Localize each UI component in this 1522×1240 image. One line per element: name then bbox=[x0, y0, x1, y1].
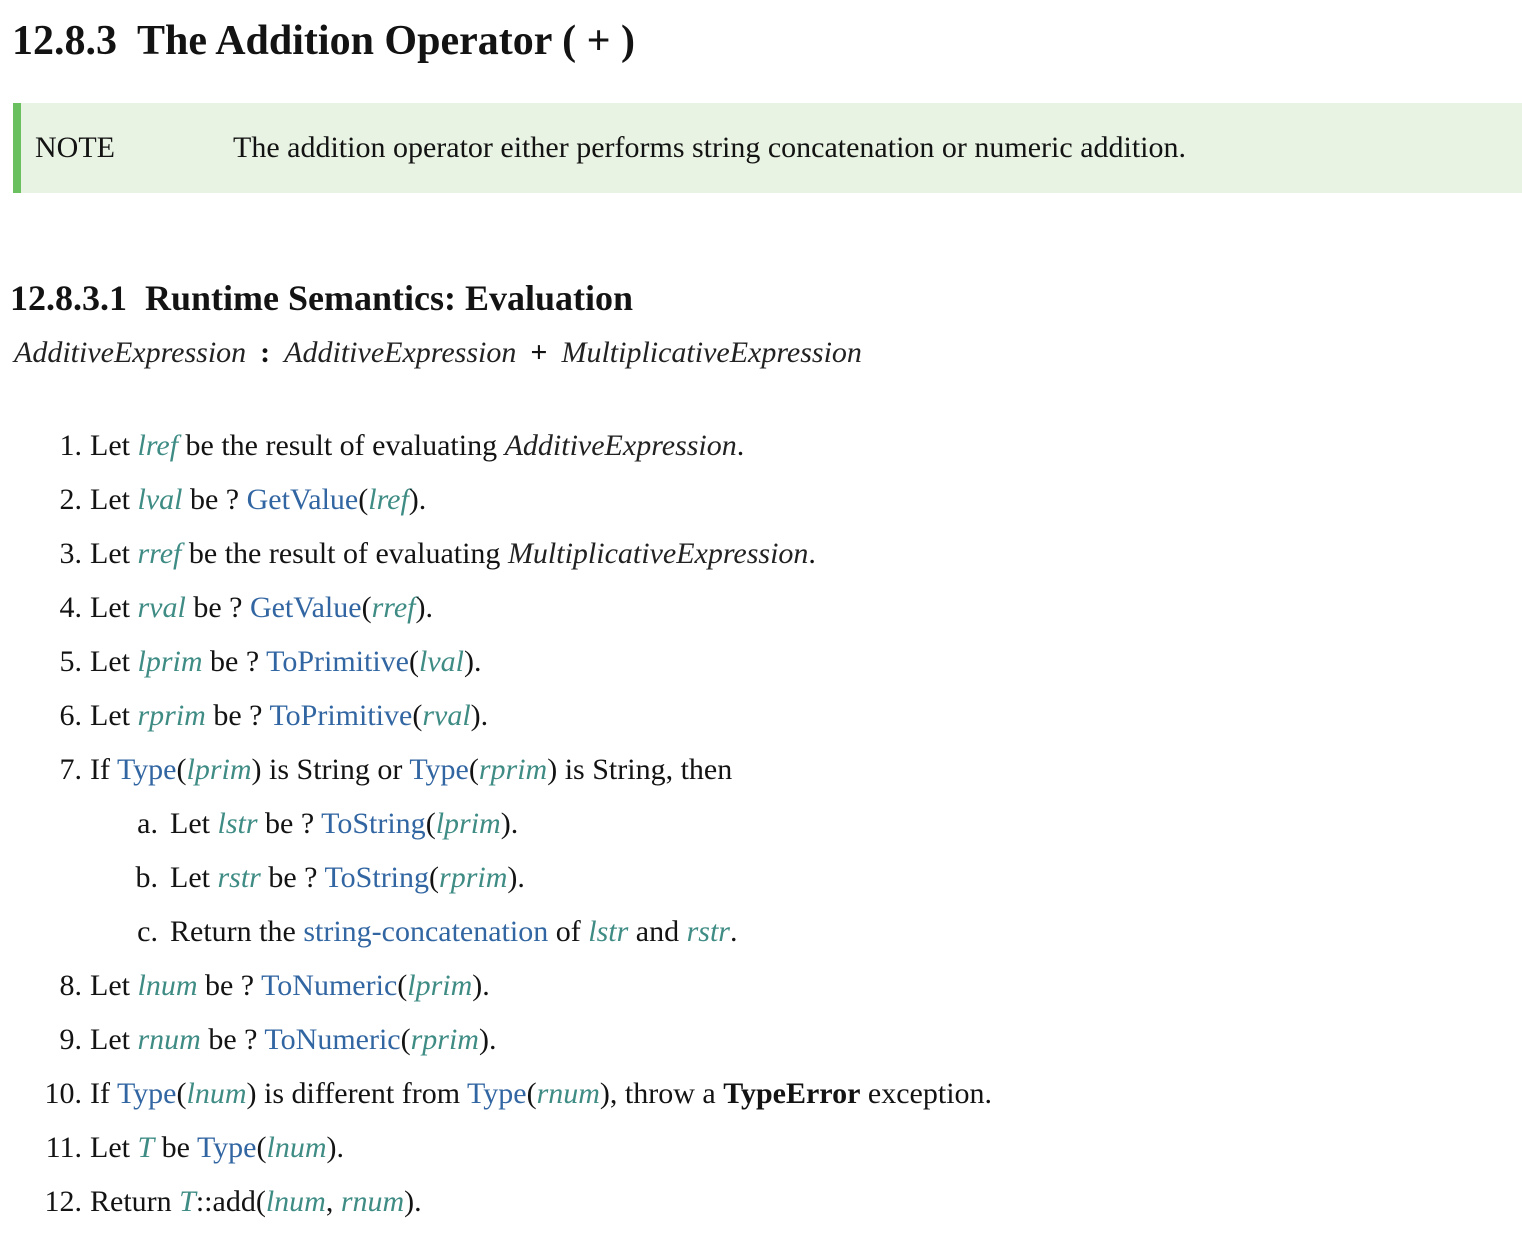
grammar-operator: + bbox=[530, 336, 548, 369]
algorithm-step bbox=[12, 473, 1522, 527]
variable-name: rprim bbox=[439, 861, 508, 894]
algorithm-substep bbox=[90, 797, 1522, 851]
spec-link[interactable]: ToPrimitive bbox=[266, 645, 409, 678]
subsection-title: Runtime Semantics: Evaluation bbox=[145, 278, 634, 318]
step-content bbox=[90, 527, 1522, 581]
algorithm-substeps bbox=[90, 797, 1522, 959]
variable-name: lval bbox=[419, 645, 464, 678]
algorithm-substep bbox=[90, 851, 1522, 905]
text-segment: ). bbox=[507, 861, 525, 894]
step-marker: 7. bbox=[59, 753, 82, 786]
spec-link[interactable]: Type bbox=[467, 1077, 527, 1110]
algorithm-step bbox=[12, 419, 1522, 473]
variable-name: rprim bbox=[137, 699, 206, 732]
text-segment: ( bbox=[397, 969, 408, 1002]
spec-link[interactable]: ToPrimitive bbox=[269, 699, 413, 732]
text-segment: ) is different from bbox=[246, 1077, 468, 1110]
text-segment: ( bbox=[526, 1077, 537, 1110]
text-segment: ( bbox=[409, 645, 419, 678]
variable-name: rval bbox=[137, 591, 186, 624]
algorithm-substep bbox=[90, 905, 1522, 959]
text-segment: ( bbox=[400, 1023, 411, 1056]
algorithm-step bbox=[12, 1013, 1522, 1067]
algorithm-step bbox=[12, 959, 1522, 1013]
step-content bbox=[90, 959, 1522, 1013]
text-segment: be ? bbox=[260, 861, 325, 894]
algorithm-step bbox=[12, 1121, 1522, 1175]
spec-link[interactable]: Type bbox=[196, 1131, 257, 1164]
algorithm-steps bbox=[12, 419, 1522, 1229]
subsection-heading bbox=[10, 275, 1522, 321]
text-segment: be ? bbox=[202, 645, 267, 678]
nonterminal-name: MultiplicativeExpression bbox=[507, 537, 809, 570]
variable-name: lprim bbox=[435, 807, 501, 840]
text-segment: . bbox=[736, 429, 745, 462]
text-segment: Let bbox=[170, 807, 218, 840]
text-segment: ( bbox=[429, 861, 440, 894]
step-content bbox=[90, 1067, 1522, 1121]
note-label: NOTE bbox=[35, 131, 115, 164]
text-segment: ) is String or bbox=[251, 753, 410, 786]
grammar-nonterminal: MultiplicativeExpression bbox=[561, 336, 862, 369]
step-content bbox=[90, 1121, 1522, 1175]
step-marker: 1. bbox=[59, 429, 82, 462]
variable-name: lref bbox=[137, 429, 179, 462]
text-segment: ). bbox=[408, 483, 427, 516]
variable-name: lprim bbox=[186, 753, 252, 786]
subsection-number: 12.8.3.1 bbox=[10, 278, 127, 318]
algorithm-step bbox=[12, 689, 1522, 743]
spec-link[interactable]: GetValue bbox=[246, 483, 359, 516]
section-number: 12.8.3 bbox=[12, 18, 117, 64]
text-segment: ( bbox=[361, 591, 372, 624]
text-segment: ( bbox=[176, 753, 187, 786]
variable-name: rstr bbox=[217, 861, 261, 894]
algorithm-step bbox=[12, 1175, 1522, 1229]
text-segment: Let bbox=[90, 483, 138, 516]
text-segment: ( bbox=[468, 753, 479, 786]
spec-link[interactable]: ToString bbox=[324, 861, 430, 894]
step-marker: 10. bbox=[44, 1077, 82, 1110]
text-segment: ). bbox=[326, 1131, 344, 1164]
text-segment: If bbox=[90, 1077, 117, 1110]
step-marker: 8. bbox=[59, 969, 82, 1002]
step-marker: 6. bbox=[59, 699, 82, 732]
text-segment: ( bbox=[358, 483, 369, 516]
algorithm-step bbox=[12, 1067, 1522, 1121]
text-segment: Let bbox=[90, 537, 138, 570]
step-marker: 3. bbox=[59, 537, 82, 570]
text-segment: of bbox=[548, 915, 589, 948]
text-segment: be ? bbox=[197, 969, 262, 1002]
step-marker: 4. bbox=[59, 591, 82, 624]
text-segment: Let bbox=[90, 591, 138, 624]
variable-name: lref bbox=[368, 483, 409, 516]
text-segment: ). bbox=[478, 1023, 497, 1056]
variable-name: rprim bbox=[478, 753, 548, 786]
text-segment: be ? bbox=[182, 483, 247, 516]
variable-name: lstr bbox=[217, 807, 258, 840]
step-content bbox=[90, 743, 1522, 959]
text-segment: ), throw a bbox=[599, 1077, 724, 1110]
bold-text: TypeError bbox=[723, 1077, 861, 1110]
grammar-nonterminal: AdditiveExpression bbox=[14, 336, 247, 369]
variable-name: lprim bbox=[407, 969, 473, 1002]
text-segment: ( bbox=[176, 1077, 187, 1110]
text-segment: If bbox=[90, 753, 117, 786]
spec-section bbox=[0, 16, 1522, 1229]
text-segment: be the result of evaluating bbox=[178, 429, 505, 462]
step-marker: b. bbox=[135, 861, 158, 894]
spec-link[interactable]: Type bbox=[116, 753, 177, 786]
variable-name: rref bbox=[137, 537, 182, 570]
spec-link[interactable]: string-concatenation bbox=[303, 915, 549, 948]
text-segment: ::add( bbox=[195, 1185, 266, 1218]
spec-link[interactable]: ToNumeric bbox=[264, 1023, 401, 1056]
text-segment: exception. bbox=[860, 1077, 993, 1110]
text-segment: ). bbox=[470, 699, 489, 732]
grammar-production bbox=[14, 331, 1522, 375]
variable-name: rnum bbox=[536, 1077, 600, 1110]
text-segment: . bbox=[808, 537, 816, 570]
text-segment: be ? bbox=[200, 1023, 265, 1056]
grammar-operator: : bbox=[260, 336, 271, 369]
step-content bbox=[90, 635, 1522, 689]
text-segment: be the result of evaluating bbox=[181, 537, 508, 570]
step-marker: c. bbox=[137, 915, 158, 948]
grammar-nonterminal: AdditiveExpression bbox=[284, 336, 517, 369]
variable-name: T bbox=[179, 1185, 196, 1218]
variable-name: lval bbox=[137, 483, 183, 516]
text-segment: Let bbox=[90, 429, 138, 462]
text-segment: Return bbox=[90, 1185, 180, 1218]
text-segment: ( bbox=[425, 807, 436, 840]
step-content bbox=[90, 1013, 1522, 1067]
note-box bbox=[13, 103, 1522, 193]
variable-name: rnum bbox=[137, 1023, 201, 1056]
text-segment: ). bbox=[415, 591, 433, 624]
variable-name: rref bbox=[371, 591, 416, 624]
step-content bbox=[170, 851, 1522, 905]
step-marker: 9. bbox=[59, 1023, 82, 1056]
step-content bbox=[90, 473, 1522, 527]
nonterminal-name: AdditiveExpression bbox=[504, 429, 737, 462]
spec-link[interactable]: Type bbox=[409, 753, 469, 786]
variable-name: rstr bbox=[686, 915, 730, 948]
step-content bbox=[170, 905, 1522, 959]
spec-link[interactable]: Type bbox=[116, 1077, 177, 1110]
variable-name: lnum bbox=[186, 1077, 247, 1110]
text-segment: Let bbox=[90, 969, 138, 1002]
text-segment: Let bbox=[170, 861, 218, 894]
text-segment: ). bbox=[404, 1185, 422, 1218]
section-title: The Addition Operator ( + ) bbox=[137, 18, 636, 64]
variable-name: lnum bbox=[137, 969, 198, 1002]
variable-name: lnum bbox=[266, 1131, 327, 1164]
step-content bbox=[90, 419, 1522, 473]
spec-link[interactable]: GetValue bbox=[249, 591, 362, 624]
spec-link[interactable]: ToString bbox=[321, 807, 426, 840]
variable-name: rnum bbox=[340, 1185, 405, 1218]
text-segment: ). bbox=[464, 645, 482, 678]
step-marker: 5. bbox=[59, 645, 82, 678]
step-marker: 2. bbox=[59, 483, 82, 516]
text-segment: ) is String, then bbox=[547, 753, 733, 786]
step-content bbox=[90, 689, 1522, 743]
spec-link[interactable]: ToNumeric bbox=[261, 969, 398, 1002]
text-segment: be bbox=[154, 1131, 197, 1164]
section-heading bbox=[12, 16, 1522, 66]
note-text: The addition operator either performs string concatenation or numeric addition. bbox=[233, 131, 1187, 164]
variable-name: lprim bbox=[137, 645, 203, 678]
algorithm-step bbox=[12, 743, 1522, 959]
text-segment: Return the bbox=[170, 915, 304, 948]
text-segment: be ? bbox=[205, 699, 270, 732]
text-segment: . bbox=[729, 915, 738, 948]
variable-name: lstr bbox=[588, 915, 629, 948]
text-segment: ). bbox=[500, 807, 519, 840]
algorithm-step bbox=[12, 635, 1522, 689]
text-segment: be ? bbox=[185, 591, 250, 624]
text-segment: be ? bbox=[257, 807, 322, 840]
variable-name: lnum bbox=[265, 1185, 326, 1218]
text-segment: Let bbox=[90, 1023, 138, 1056]
algorithm-step bbox=[12, 581, 1522, 635]
step-marker: a. bbox=[137, 807, 158, 840]
variable-name: T bbox=[137, 1131, 155, 1164]
step-content bbox=[170, 797, 1522, 851]
step-marker: 11. bbox=[45, 1131, 82, 1164]
text-segment: Let bbox=[90, 699, 138, 732]
variable-name: rprim bbox=[410, 1023, 479, 1056]
text-segment: ). bbox=[472, 969, 490, 1002]
text-segment: Let bbox=[90, 645, 138, 678]
variable-name: rval bbox=[422, 699, 471, 732]
step-content bbox=[90, 581, 1522, 635]
algorithm-step bbox=[12, 527, 1522, 581]
text-segment: ( bbox=[256, 1131, 267, 1164]
text-segment: , bbox=[325, 1185, 341, 1218]
step-content bbox=[90, 1175, 1522, 1229]
text-segment: and bbox=[628, 915, 687, 948]
text-segment: ( bbox=[412, 699, 423, 732]
text-segment: Let bbox=[90, 1131, 138, 1164]
step-marker: 12. bbox=[44, 1185, 82, 1218]
